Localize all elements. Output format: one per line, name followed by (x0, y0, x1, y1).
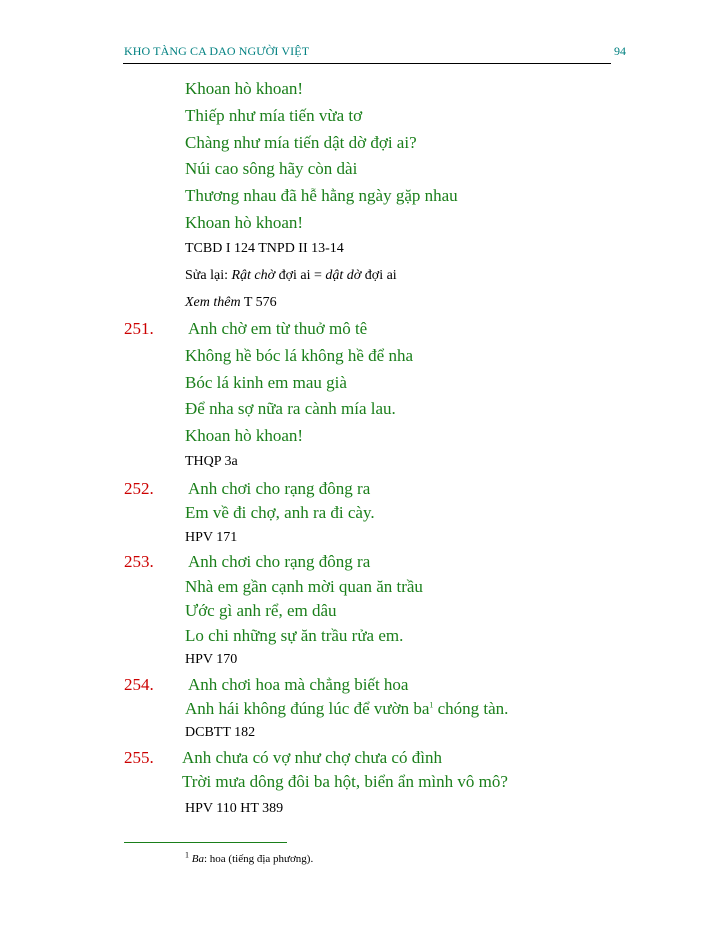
correction-note: Sửa lại: Rật chờ đợi ai = dật dờ đợi ai (185, 268, 397, 283)
entry-number: 253. (124, 552, 154, 571)
source-reference: HPV 170 (185, 652, 238, 667)
verse-line: Thiếp như mía tiến vừa tơ (185, 106, 363, 125)
verse-line: Lo chi những sự ăn trầu rửa em. (185, 626, 404, 645)
verse-line: Không hề bóc lá không hề để nha (185, 346, 414, 365)
source-reference: HPV 110 HT 389 (185, 801, 284, 816)
page-number: 94 (614, 44, 626, 58)
footnote: $^1$ Ba: hoa (tiếng địa phương). (185, 850, 314, 865)
verse-line: Trời mưa dông đôi ba hột, biển ẩn mình vô mô? (182, 772, 508, 791)
source-reference: DCBTT 182 (185, 725, 256, 740)
verse-line: Khoan hò khoan! (185, 213, 304, 232)
source-reference: HPV 171 (185, 530, 238, 545)
verse-line: Thương nhau đã hễ hằng ngày gặp nhau (185, 186, 458, 205)
source-reference: THQP 3a (185, 454, 238, 469)
entry-number: 251. (124, 319, 154, 338)
verse-line: Bóc lá kinh em mau già (185, 373, 347, 392)
verse-line: Ước gì anh rể, em dâu (185, 601, 337, 620)
verse-line: Anh chơi cho rạng đông ra (188, 552, 371, 571)
entry-number: 254. (124, 675, 154, 694)
footnote-marker[interactable]: 1 (429, 700, 434, 710)
verse-line: Nhà em gần cạnh mời quan ăn trầu (185, 577, 423, 596)
verse-line: Anh chờ em từ thuở mô tê (188, 319, 368, 338)
verse-line: Để nha sợ nữa ra cành mía lau. (185, 399, 396, 418)
verse-line: Anh chơi hoa mà chẳng biết hoa (188, 675, 409, 694)
verse-line: Anh chưa có vợ như chợ chưa có đình (182, 748, 442, 767)
verse-line: Núi cao sông hãy còn dài (185, 159, 358, 178)
verse-line: Anh chơi cho rạng đông ra (188, 479, 371, 498)
verse-line: Anh hái không đúng lúc để vườn $ba^1$ chóng tàn. (185, 699, 509, 718)
verse-line: Em về đi chợ, anh ra đi cày. (185, 503, 375, 522)
verse-line: Khoan hò khoan! (185, 79, 304, 98)
verse-line: Chàng như mía tiến dật dờ đợi ai? (185, 133, 417, 152)
verse-line: Khoan hò khoan! (185, 426, 304, 445)
entry-number: 252. (124, 479, 154, 498)
running-header-title: KHO TÀNG CA DAO NGƯỜI VIỆT (124, 44, 310, 58)
header-divider (123, 63, 611, 64)
source-reference: TCBD I 124 TNPD II 13-14 (185, 241, 344, 256)
footnote-divider (124, 842, 287, 843)
see-also-note: Xem thêm T 576 (185, 295, 277, 310)
entry-number: 255. (124, 748, 154, 767)
